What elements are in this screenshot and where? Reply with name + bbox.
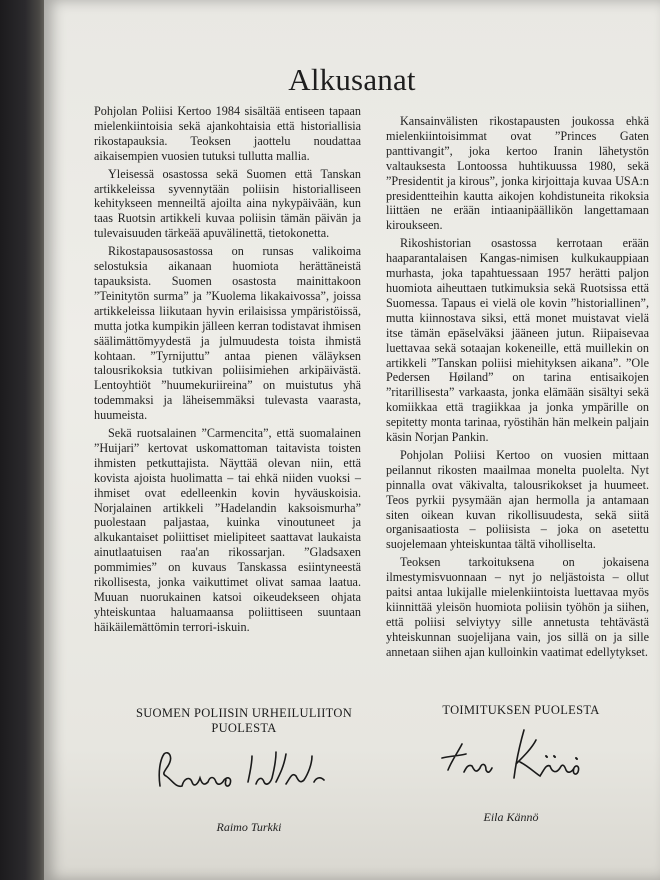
signatory-name: Raimo Turkki [216,820,282,834]
left-column [94,104,361,638]
org-line: PUOLESTA [211,721,277,735]
right-column [386,114,649,663]
left-signatory-organization [124,706,364,736]
paragraph: Rikostapausosastossa on runsas valikoima selostuksia aikanaan huomiota herättäneistä tapauksista. Suomen osastosta mainittakoon ”Teinitytön surma” ja ”Kuolema likakaivossa”, joissa artikkeleissa liikutaan hyvin erilaisissa ympäristöissä, mutta jotka kumpikin jälleen kerran todistavat ihmisen säälimättömyydestä ja julmuudesta toista ihmistä kohtaan. ”Tyrnijuttu” antaa pienen väläyksen talousrikoksia tutkivan poliisimiehen arkipäivästä. Lentoyhtiöt ”huumekuriireina” on muistutus yhä todemmaksi ja läheisemmäksi tulevasta vaarasta, huumeista. [94,244,361,423]
paragraph: Kansainvälisten rikostapausten joukossa ehkä mielenkiintoisimmat ovat ”Princes Gaten panttivangit”, joka kertoo Iranin lähetystön valtauksesta Lontoossa huhtikuussa 1980, sekä ”Presidentit ja kirous”, jonka kirjoittaja kuvaa USA:n presidentteihin kautta aikojen kohdistuneita rikoksia liittäen ne erään intiaanipäällikön langettamaan kiroukseen. [386,114,649,233]
page-title: Alkusanat [288,62,416,97]
paragraph: Teoksen tarkoituksena on jokaisena ilmestymisvuonnaan – nyt jo neljästoista – ollut paitsi antaa lukijalle mielenkiintoista luettavaa myös kiinnittää yleisön huomiota poliisin työhön ja siihen, että poliisi selviytyy sille annetusta tehtävästä yhteiskunnan suojelijana vain, jos sillä on ja sille annetaan siihen ajan kulloinkin vaatimat edellytykset. [386,555,649,659]
paragraph: Rikoshistorian osastossa kerrotaan erään haaparantalaisen Kangas-nimisen kulkukauppiaan murhasta, joka tapahtuessaan 1957 herätti paljon huomiota aiheuttaen tutkimuksia sekä Ruotsissa että Suomessa. Tapaus ei vielä ole kovin ”historiallinen”, mutta kiinnostava siksi, että monet muistavat vielä itse tämän epäselväksi jääneen jutun. Riipaisevaa luettavaa sekä sotaajan kokeneille, että muillekin on artikkeli ”Tanskan poliisi miehityksen aikana”. ”Ole Pedersen Høiland” on tarina entisaikojen ”ritarillisesta” varkaasta, jonka elämään sisältyi sekä komiikkaa että tragiikkaa ja jonka ympärille on sepitetty monta tarinaa, ryöstihän hän melkein paljain käsin Norjan Pankin. [386,236,649,445]
signatory-name: Eila Kännö [483,810,539,824]
right-signatory-organization [406,703,636,718]
paragraph: Pohjolan Poliisi Kertoo 1984 sisältää entiseen tapaan mielenkiintoisia sekä ajankohtaisia että historiallisia rikostapauksia. Teoksen jaottelu noudattaa aikaisempien vuosien tutuksi tullutta mallia. [94,104,361,163]
signature-eila-kanno [428,722,598,792]
signature-raimo-turkki [152,742,342,802]
paragraph: Yleisessä osastossa sekä Suomen että Tanskan artikkeleissa syvennytään poliisin historialliseen kehitykseen menneiltä ajoilta aina nykypäivään, kun taas Ruotsin artikkeli kuvaa poliisin tämän päivän ja tulevaisuuden tärkeää apuvälinettä, tietokonetta. [94,166,361,241]
book-page [44,0,660,880]
paragraph: Sekä ruotsalainen ”Carmencita”, että suomalainen ”Huijari” kertovat uskomattoman taitavista toisten ihmisten petkuttajista. Näyttää olevan niin, että kovista ajoista huolimatta – tai ehkä niiden vuoksi – ihmiset ovat edelleenkin kovin hyväuskoisia. Norjalainen artikkeli ”Hadelandin kaksoismurha” puolestaan paljastaa, kuinka vinoutuneet ja alkukantaiset poliittiset mielipiteet saattavat laukaista ainutlaatuisen raa'an rikossarjan. ”Gladsaxen pommimies” on kuvaus Tanskassa esiintyneestä rikollisesta, jonka vaikuttimet olivat samaa laatua. Muuan nuorukainen katsoi oikeudekseen ohjata yhteiskuntaa haluamaansa poliittiseen suuntaan häikäilemättömin terrori-iskuin. [94,426,361,634]
org-line: SUOMEN POLIISIN URHEILULIITON [135,706,353,720]
org-line: TOIMITUKSEN PUOLESTA [442,703,600,717]
paragraph: Pohjolan Poliisi Kertoo on vuosien mittaan peilannut rikosten maailmaa monelta puolelta. Nyt pinnalla ovat väkivalta, talousrikokset ja huumeet. Teos pyrkii pysymään ajan hermolla ja antamaan siten oikean kuvan rikollisuudesta, sekä siitä organisaatiosta – poliisista – joka on asetettu suojelemaan yhteiskuntaa tältä viholliselta. [386,447,649,552]
book-spine [0,0,46,880]
